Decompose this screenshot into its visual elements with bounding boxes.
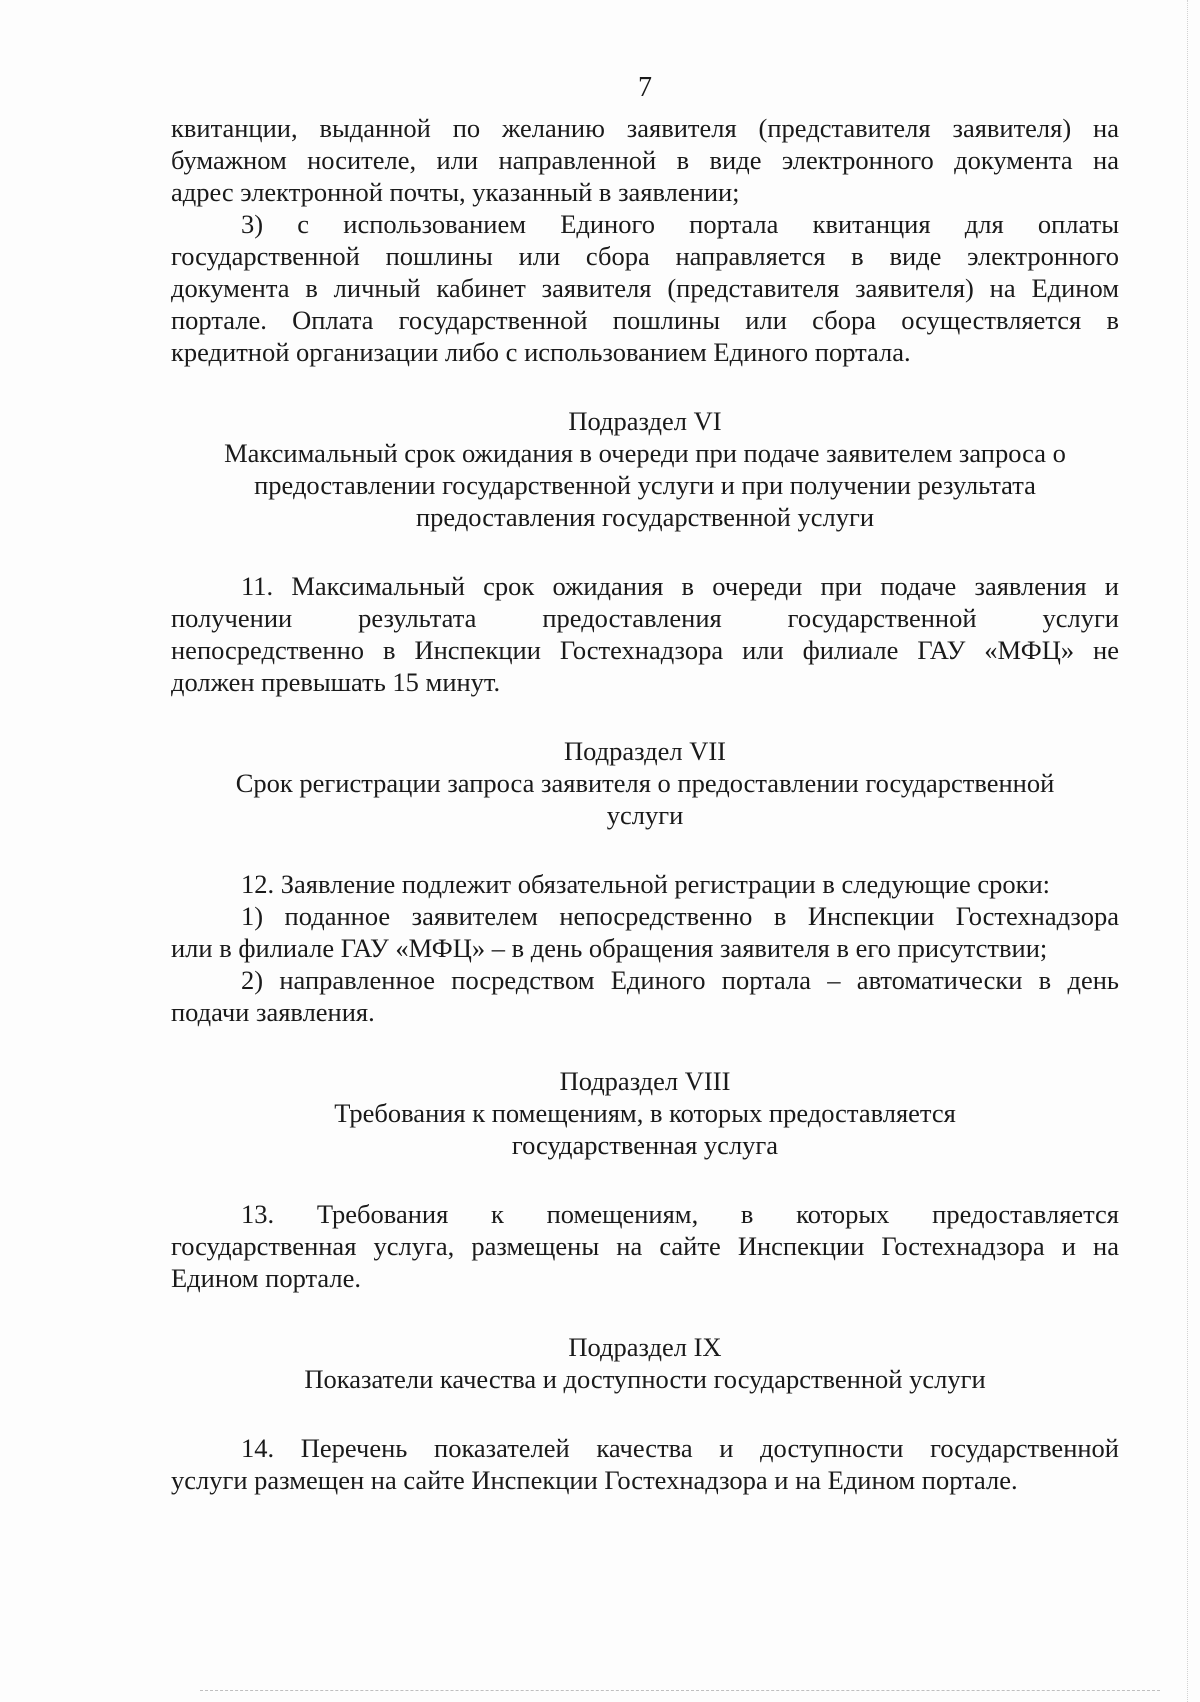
text-line: или в филиале ГАУ «МФЦ» – в день обращения заявителя в его присутствии;	[171, 933, 1048, 963]
section-heading-ix	[171, 1331, 1119, 1395]
paragraph-11	[171, 570, 1119, 602]
text-line: квитанции, выданной по желанию заявителя (представителя заявителя) на	[171, 113, 1119, 143]
text-line: должен превышать 15 минут.	[171, 667, 501, 697]
paragraph-12	[171, 868, 1119, 900]
text-line: кредитной организации либо с использованием Единого портала.	[171, 337, 911, 367]
text-line: адрес электронной почты, указанный в заявлении;	[171, 177, 740, 207]
text-line: непосредственно в Инспекции Гостехнадзора или филиале ГАУ «МФЦ» не	[171, 635, 1119, 665]
intro-paragraph-2	[171, 208, 1119, 240]
scan-edge-right	[1187, 0, 1188, 1702]
section-title-line: государственная услуга	[511, 1130, 779, 1160]
section-label: Подраздел VI	[568, 406, 722, 436]
text-line: 3) с использованием Единого портала квитанция для оплаты	[241, 209, 1119, 239]
intro-paragraph-2-cont	[171, 240, 1119, 368]
paragraph-12-item-1-cont	[171, 932, 1119, 964]
paragraph-12-item-2-cont	[171, 996, 1119, 1028]
text-line: государственной пошлины или сбора направляется в виде электронного	[171, 241, 1119, 271]
section-title-line: Максимальный срок ожидания в очереди при подаче заявителем запроса о	[224, 438, 1066, 468]
text-line: 11. Максимальный срок ожидания в очереди при подаче заявления и	[241, 571, 1119, 601]
section-heading-viii	[171, 1065, 1119, 1161]
text-line: 1) поданное заявителем непосредственно в Инспекции Гостехнадзора	[241, 901, 1119, 931]
section-title-line: услуги	[606, 800, 684, 830]
paragraph-12-item-1	[171, 900, 1119, 932]
text-line: 13. Требования к помещениям, в которых предоставляется	[241, 1199, 1119, 1229]
paragraph-12-item-2	[171, 964, 1119, 996]
section-heading-vi	[171, 405, 1119, 533]
section-title-line: Показатели качества и доступности государственной услуги	[304, 1364, 986, 1394]
text-line: 12. Заявление подлежит обязательной регистрации в следующие сроки:	[241, 869, 1051, 899]
text-line: бумажном носителе, или направленной в виде электронного документа на	[171, 145, 1119, 175]
paragraph-11-cont	[171, 602, 1119, 698]
document-body	[171, 112, 1119, 1496]
section-title-line: Требования к помещениям, в которых предоставляется	[334, 1098, 956, 1128]
section-title-line: Срок регистрации запроса заявителя о предоставлении государственной	[235, 768, 1055, 798]
text-line: услуги размещен на сайте Инспекции Гостехнадзора и на Едином портале.	[171, 1465, 1018, 1495]
paragraph-13	[171, 1198, 1119, 1230]
section-title-line: предоставления государственной услуги	[415, 502, 875, 532]
section-heading-vii	[171, 735, 1119, 831]
text-line: документа в личный кабинет заявителя (представителя заявителя) на Едином	[171, 273, 1119, 303]
scan-edge-bottom	[200, 1690, 1160, 1691]
section-title-line: предоставлении государственной услуги и при получении результата	[254, 470, 1036, 500]
text-line: получении результата предоставления государственной услуги	[171, 603, 1119, 633]
section-label: Подраздел VII	[564, 736, 726, 766]
paragraph-14-cont	[171, 1464, 1119, 1496]
intro-paragraph-1	[171, 112, 1119, 208]
paragraph-14	[171, 1432, 1119, 1464]
text-line: Едином портале.	[171, 1263, 362, 1293]
paragraph-13-cont	[171, 1230, 1119, 1294]
text-line: подачи заявления.	[171, 997, 375, 1027]
text-line: 14. Перечень показателей качества и доступности государственной	[241, 1433, 1119, 1463]
section-label: Подраздел VIII	[559, 1066, 731, 1096]
section-label: Подраздел IX	[568, 1332, 722, 1362]
page-number: 7	[638, 72, 652, 103]
text-line: портале. Оплата государственной пошлины или сбора осуществляется в	[171, 305, 1119, 335]
text-line: государственная услуга, размещены на сайте Инспекции Гостехнадзора и на	[171, 1231, 1119, 1261]
text-line: 2) направленное посредством Единого портала – автоматически в день	[241, 965, 1119, 995]
